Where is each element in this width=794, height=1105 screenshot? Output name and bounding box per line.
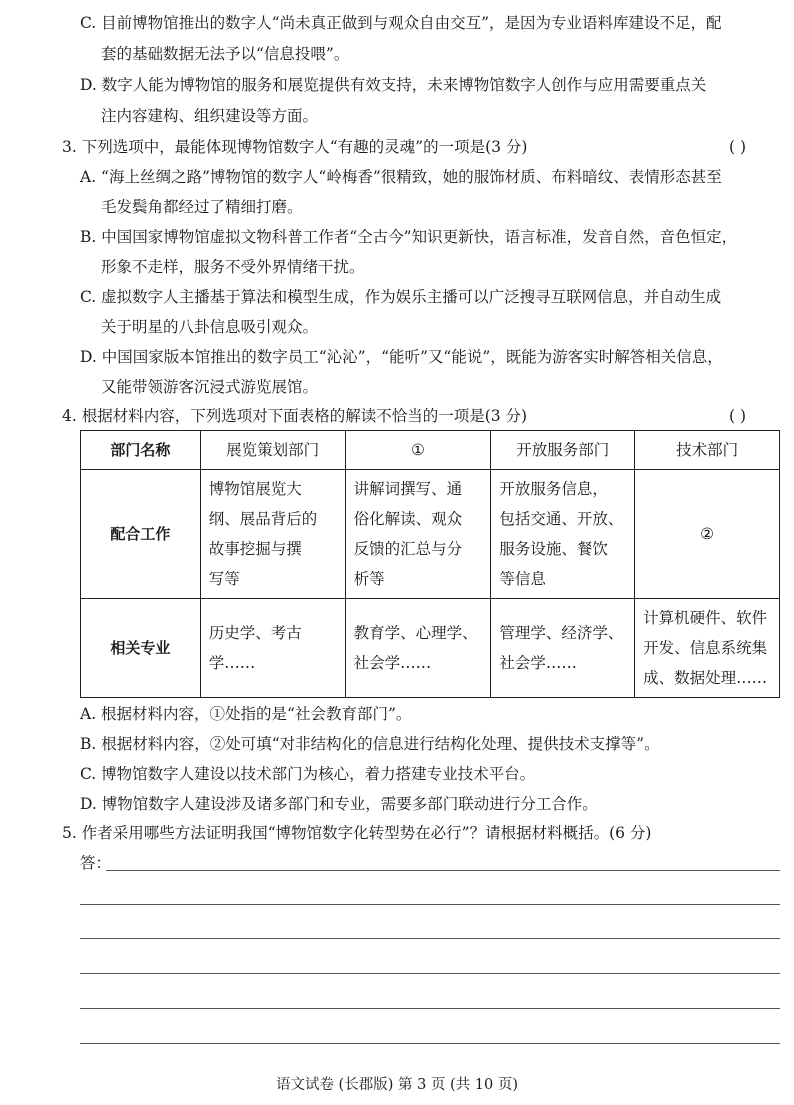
q3-option-b-line2: 形象不走样，服务不受外界情绪干扰。	[101, 258, 365, 276]
cell-line: 管理学、经济学、	[499, 624, 624, 642]
cell-line: 俗化解读、观众	[353, 510, 463, 528]
q4-answer-paren[interactable]: ( )	[729, 407, 747, 425]
cell-line: 学……	[208, 654, 256, 672]
q2-option-d-line1: D. 数字人能为博物馆的服务和展览提供有效支持，未来博物馆数字人创作与应用需要重点关	[80, 76, 707, 94]
table-header-cell: 开放服务部门	[491, 431, 635, 470]
cell-line: 教育学、心理学、	[353, 624, 478, 642]
cell-line: 等信息	[499, 570, 546, 588]
table-cell	[491, 470, 635, 599]
q3-option-a-line2: 毛发鬓角都经过了精细打磨。	[101, 198, 303, 216]
q4-option-b: B. 根据材料内容，②处可填“对非结构化的信息进行结构化处理、提供技术支撑等”。	[80, 735, 660, 753]
answer-line[interactable]	[80, 973, 780, 974]
department-table	[80, 430, 780, 698]
cell-line: 纲、展品背后的	[208, 510, 318, 528]
cell-line: 故事挖掘与撰	[208, 540, 302, 558]
q3-stem: 3. 下列选项中，最能体现博物馆数字人“有趣的灵魂”的一项是(3 分)	[62, 138, 528, 156]
table-header-cell: 技术部门	[635, 431, 780, 470]
q3-option-a-line1: A. “海上丝绸之路”博物馆的数字人“岭梅香”很精致，她的服饰材质、布料暗纹、表情形态甚至	[80, 168, 722, 186]
table-cell	[345, 599, 491, 698]
q3-answer-paren[interactable]: ( )	[729, 138, 747, 156]
answer-line[interactable]	[106, 870, 780, 871]
row-label: 相关专业	[81, 599, 201, 698]
cell-line: 析等	[353, 570, 385, 588]
table-cell	[345, 470, 491, 599]
q2-option-c-line1: C. 目前博物馆推出的数字人“尚未真正做到与观众自由交互”，是因为专业语料库建设不足，配	[80, 14, 722, 32]
cell-line: 开放服务信息，	[499, 480, 608, 498]
table-header-row	[81, 431, 780, 470]
q5-stem: 5. 作者采用哪些方法证明我国“博物馆数字化转型势在必行”？请根据材料概括。(6 分)	[62, 824, 652, 842]
cell-line: 反馈的汇总与分	[353, 540, 463, 558]
q4-option-d: D. 博物馆数字人建设涉及诸多部门和专业，需要多部门联动进行分工合作。	[80, 795, 598, 813]
answer-line[interactable]	[80, 938, 780, 939]
table-cell	[200, 599, 345, 698]
table-row	[81, 599, 780, 698]
cell-line: 计算机硬件、软件	[643, 609, 768, 627]
cell-line: 讲解词撰写、通	[353, 480, 463, 498]
q3-option-d-line2: 又能带领游客沉浸式游览展馆。	[101, 378, 319, 396]
q3-option-b-line1: B. 中国国家博物馆虚拟文物科普工作者“仝古今”知识更新快，语言标准，发音自然，音色恒定，	[80, 228, 738, 246]
cell-line: 服务设施、餐饮	[499, 540, 608, 558]
table-cell: ②	[635, 470, 780, 599]
q3-option-c-line2: 关于明星的八卦信息吸引观众。	[101, 318, 319, 336]
cell-line: 历史学、考古	[208, 624, 302, 642]
table-header-cell: ①	[345, 431, 491, 470]
table-cell	[200, 470, 345, 599]
cell-line: 成、数据处理……	[643, 669, 768, 687]
q4-option-c: C. 博物馆数字人建设以技术部门为核心，着力搭建专业技术平台。	[80, 765, 536, 783]
table-header-cell: 部门名称	[81, 431, 201, 470]
row-label: 配合工作	[81, 470, 201, 599]
answer-line[interactable]	[80, 1043, 780, 1044]
q2-option-d-line2: 注内容建构、组织建设等方面。	[101, 107, 319, 125]
table-row	[81, 470, 780, 599]
cell-line: 社会学……	[499, 654, 577, 672]
cell-line: 包括交通、开放、	[499, 510, 624, 528]
cell-line: 开发、信息系统集	[643, 639, 768, 657]
table-cell	[635, 599, 780, 698]
q2-option-c-line2: 套的基础数据无法予以“信息投喂”。	[101, 45, 350, 63]
q3-option-d-line1: D. 中国国家版本馆推出的数字员工“沁沁”，“能听”又“能说”，既能为游客实时解答相关信息，	[80, 348, 723, 366]
page-footer: 语文试卷 (长郡版) 第 3 页 (共 10 页)	[275, 1077, 519, 1093]
table-cell	[491, 599, 635, 698]
q4-stem: 4. 根据材料内容，下列选项对下面表格的解读不恰当的一项是(3 分)	[62, 407, 528, 425]
cell-line: 写等	[208, 570, 240, 588]
q3-option-c-line1: C. 虚拟数字人主播基于算法和模型生成，作为娱乐主播可以广泛搜寻互联网信息，并自动生成	[80, 288, 722, 306]
table-header-cell: 展览策划部门	[200, 431, 345, 470]
cell-line: 社会学……	[353, 654, 432, 672]
cell-line: 博物馆展览大	[208, 480, 302, 498]
answer-line[interactable]	[80, 904, 780, 905]
q4-option-a: A. 根据材料内容，①处指的是“社会教育部门”。	[80, 705, 412, 723]
answer-line[interactable]	[80, 1008, 780, 1009]
q5-answer-label: 答：	[80, 854, 112, 872]
